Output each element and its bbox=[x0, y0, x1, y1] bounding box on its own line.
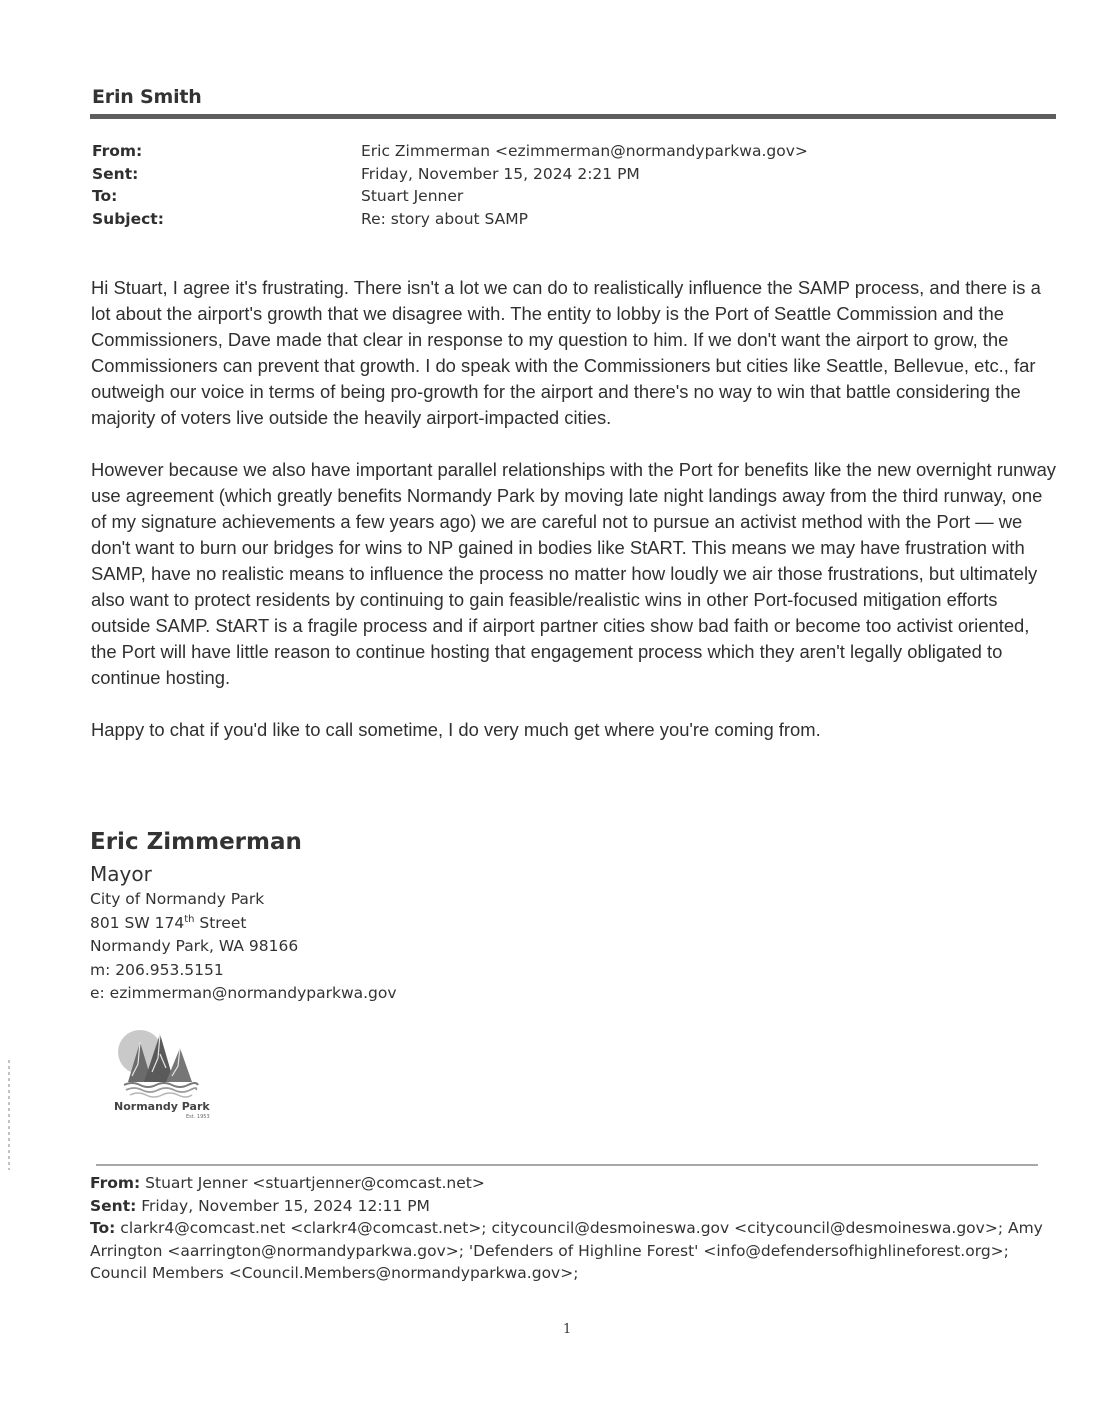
signature-phone: m: 206.953.5151 bbox=[90, 960, 224, 979]
street-name: Street bbox=[194, 913, 247, 932]
street-ordinal: th bbox=[184, 913, 195, 925]
sent-value: Friday, November 15, 2024 2:21 PM bbox=[361, 164, 640, 183]
email-header bbox=[92, 140, 808, 230]
from-value: Eric Zimmerman <ezimmerman@normandyparkwa.gov> bbox=[361, 142, 808, 160]
email-body bbox=[91, 275, 1056, 769]
to-label: To: bbox=[92, 187, 118, 205]
signature-name: Eric Zimmerman bbox=[90, 829, 302, 855]
prev-to-label: To: bbox=[90, 1219, 116, 1237]
prev-to-value: clarkr4@comcast.net <clarkr4@comcast.net>; citycouncil@desmoineswa.gov <citycouncil@desmoineswa.gov>; Amy Arrington <aarrington@normandyparkwa.gov>; 'Defenders of Highline Forest' <info@defendersofhighlineforest.org>; Council Members <Council.Members@normandyparkwa.gov>; bbox=[90, 1219, 1043, 1282]
mountains-sun-waves-logo-icon bbox=[108, 1024, 218, 1100]
email-signature bbox=[90, 826, 397, 1006]
street-number: 801 SW 174 bbox=[90, 913, 185, 932]
message-separator bbox=[96, 1164, 1038, 1166]
logo-text: Normandy Park bbox=[114, 1100, 210, 1113]
signature-organization: City of Normandy Park bbox=[90, 890, 265, 908]
prev-from-label: From: bbox=[90, 1174, 141, 1192]
scan-artifact bbox=[8, 1060, 10, 1170]
prev-to-row bbox=[90, 1217, 1050, 1285]
to-value: Stuart Jenner bbox=[361, 187, 464, 205]
prev-from-row bbox=[90, 1172, 1050, 1195]
header-row-sent bbox=[92, 163, 808, 186]
header-row-subject bbox=[92, 208, 808, 231]
header-divider bbox=[90, 114, 1056, 119]
sent-label: Sent: bbox=[92, 164, 139, 183]
signature-street bbox=[90, 912, 397, 936]
logo-established: Est. 1953 bbox=[186, 1114, 210, 1120]
header-row-to bbox=[92, 185, 808, 208]
body-paragraph: Happy to chat if you'd like to call sometime, I do very much get where you're coming from. bbox=[91, 719, 821, 740]
prev-sent-value: Friday, November 15, 2024 12:11 PM bbox=[136, 1196, 430, 1215]
body-paragraph: However because we also have important parallel relationships with the Port for benefits like the new overnight runway use agreement (which greatly benefits Normandy Park by moving late night landings away from the third runway, one of my signature achievements a few years ago) we are careful not to pursue an activist method with the Port — we don't want to burn our bridges for wins to NP gained in bodies like StART. This means we may have frustration with SAMP, have no realistic means to influence the process no matter how loudly we air those frustrations, but ultimately also want to protect residents by continuing to gain feasible/realistic wins in other Port-focused mitigation efforts outside SAMP. StART is a fragile process and if airport partner cities show bad faith or become too activist oriented, the Port will have little reason to continue hosting that engagement process which they aren't legally obligated to continue hosting. bbox=[91, 459, 1056, 688]
signature-city: Normandy Park, WA 98166 bbox=[90, 937, 299, 955]
prev-from-value: Stuart Jenner <stuartjenner@comcast.net> bbox=[140, 1174, 485, 1192]
normandy-park-logo bbox=[108, 1024, 218, 1124]
page-number: 1 bbox=[563, 1322, 572, 1337]
signature-title: Mayor bbox=[90, 862, 152, 886]
body-paragraph: Hi Stuart, I agree it's frustrating. There isn't a lot we can do to realistically influence the SAMP process, and there is a lot about the airport's growth that we disagree with. The entity to lobby is the Port of Seattle Commission and the Commissioners, Dave made that clear in response to my question to him. If we don't want the airport to grow, the Commissioners can prevent that growth. I do speak with the Commissioners but cities like Seattle, Bellevue, etc., far outweigh our voice in terms of being pro-growth for the airport and there's no way to win that battle considering the majority of voters live outside the heavily airport-impacted cities. bbox=[91, 277, 1041, 428]
subject-label: Subject: bbox=[92, 209, 164, 228]
signature-email[interactable]: e: ezimmerman@normandyparkwa.gov bbox=[90, 984, 397, 1002]
prev-sent-row bbox=[90, 1195, 1050, 1218]
document-owner-name: Erin Smith bbox=[92, 86, 202, 108]
prev-sent-label: Sent: bbox=[90, 1196, 137, 1215]
subject-value: Re: story about SAMP bbox=[361, 209, 528, 228]
from-label: From: bbox=[92, 142, 143, 160]
previous-message-header bbox=[90, 1172, 1050, 1285]
header-row-from bbox=[92, 140, 808, 163]
